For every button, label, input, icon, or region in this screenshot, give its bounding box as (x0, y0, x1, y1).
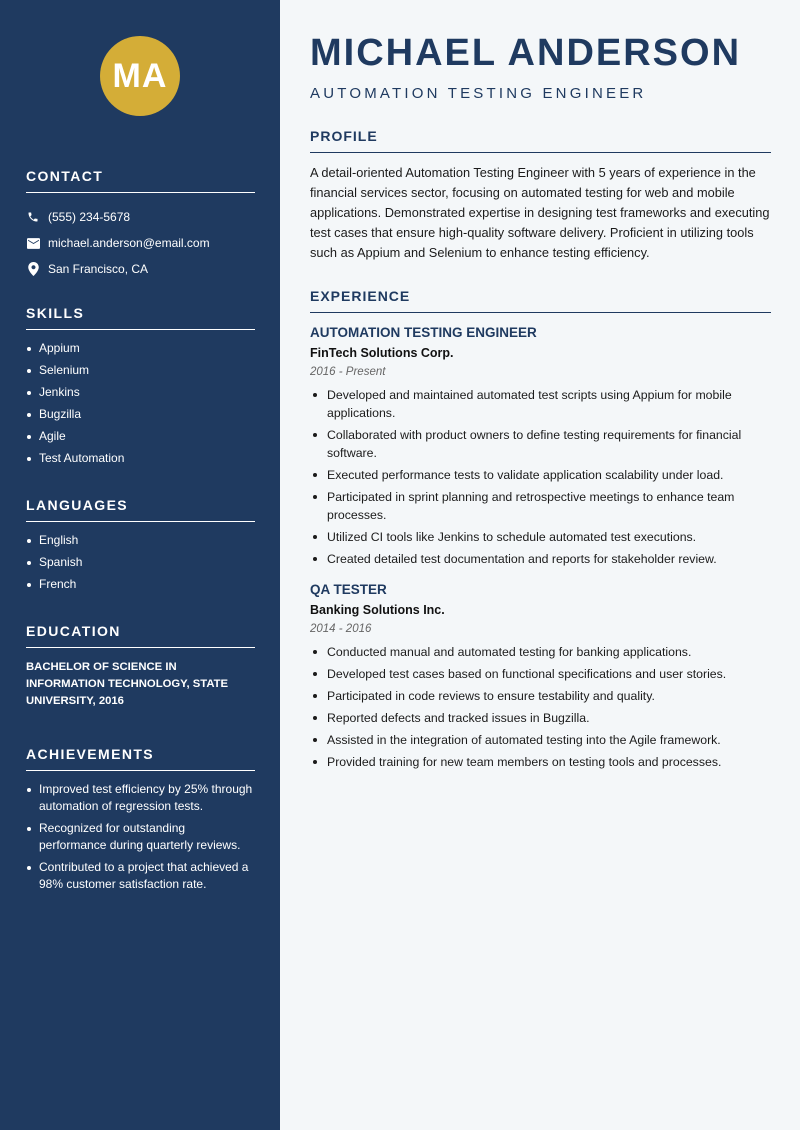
location-text: San Francisco, CA (48, 262, 149, 276)
achievement-item: Recognized for outstanding performance during quarterly reviews. (26, 820, 255, 854)
language-item: French (26, 576, 255, 593)
job-bullet: Reported defects and tracked issues in Bugzilla. (310, 709, 771, 727)
contact-heading: CONTACT (26, 168, 255, 193)
job-bullets (310, 643, 771, 771)
candidate-role: AUTOMATION TESTING ENGINEER (310, 85, 647, 102)
skill-item: Selenium (26, 362, 255, 379)
job-entry (310, 325, 771, 568)
job-bullet: Utilized CI tools like Jenkins to schedule automated test executions. (310, 528, 771, 546)
contact-phone (26, 204, 255, 230)
phone-icon (26, 210, 40, 224)
job-dates: 2014 - 2016 (310, 623, 372, 635)
achievements-heading: ACHIEVEMENTS (26, 746, 255, 771)
job-bullet: Developed and maintained automated test scripts using Appium for mobile applications. (310, 386, 771, 422)
sidebar (0, 0, 280, 1130)
profile-heading: PROFILE (310, 128, 771, 153)
achievement-item: Contributed to a project that achieved a 98% customer satisfaction rate. (26, 859, 255, 893)
job-bullet: Participated in sprint planning and retrospective meetings to enhance team processes. (310, 488, 771, 524)
job-company: Banking Solutions Inc. (310, 603, 445, 617)
experience-heading: EXPERIENCE (310, 288, 771, 313)
education-section (26, 623, 255, 710)
skill-item: Bugzilla (26, 406, 255, 423)
skill-item: Test Automation (26, 450, 255, 467)
skills-section (26, 305, 255, 472)
language-item: English (26, 532, 255, 549)
job-bullet: Provided training for new team members on testing tools and processes. (310, 753, 771, 771)
languages-section (26, 497, 255, 598)
location-pin-icon (26, 262, 40, 276)
achievements-section (26, 746, 255, 898)
avatar: MA (100, 36, 180, 116)
skills-heading: SKILLS (26, 305, 255, 330)
job-bullet: Participated in code reviews to ensure testability and quality. (310, 687, 771, 705)
contact-location (26, 256, 255, 282)
experience-section (310, 288, 771, 775)
main-content (310, 32, 771, 769)
language-item: Spanish (26, 554, 255, 571)
job-bullet: Assisted in the integration of automated testing into the Agile framework. (310, 731, 771, 749)
achievement-item: Improved test efficiency by 25% through automation of regression tests. (26, 781, 255, 815)
job-bullet: Conducted manual and automated testing for banking applications. (310, 643, 771, 661)
candidate-name: MICHAEL ANDERSON (310, 32, 742, 74)
job-bullet: Executed performance tests to validate application scalability under load. (310, 466, 771, 484)
job-dates: 2016 - Present (310, 366, 386, 378)
job-bullet: Created detailed test documentation and reports for stakeholder review. (310, 550, 771, 568)
contact-list (26, 204, 255, 282)
languages-list (26, 532, 255, 593)
contact-section (26, 168, 255, 282)
skill-item: Agile (26, 428, 255, 445)
skills-list (26, 340, 255, 467)
profile-text: A detail-oriented Automation Testing Engineer with 5 years of experience in the financial services sector, focusing on automated testing for web and mobile applications. Demonstrated expertise in designing test frameworks and executing test cases that ensure high-quality software delivery. Proficient in utilizing tools such as Appium and Selenium to enhance testing efficiency. (310, 165, 770, 260)
education-heading: EDUCATION (26, 623, 255, 648)
job-bullet: Collaborated with product owners to define testing requirements for financial software. (310, 426, 771, 462)
contact-email (26, 230, 255, 256)
profile-section (310, 128, 771, 263)
job-entry (310, 582, 771, 771)
skill-item: Appium (26, 340, 255, 357)
email-text[interactable]: michael.anderson@email.com (48, 236, 210, 250)
email-icon (26, 236, 40, 250)
job-title: AUTOMATION TESTING ENGINEER (310, 325, 537, 340)
job-company: FinTech Solutions Corp. (310, 346, 454, 360)
achievements-list (26, 781, 255, 893)
job-bullets (310, 386, 771, 568)
job-bullet: Developed test cases based on functional specifications and user stories. (310, 665, 771, 683)
languages-heading: LANGUAGES (26, 497, 255, 522)
education-degree: BACHELOR OF SCIENCE IN INFORMATION TECHNOLOGY, STATE UNIVERSITY, 2016 (26, 661, 229, 707)
phone-text: (555) 234-5678 (48, 210, 131, 224)
job-title: QA TESTER (310, 582, 387, 597)
skill-item: Jenkins (26, 384, 255, 401)
